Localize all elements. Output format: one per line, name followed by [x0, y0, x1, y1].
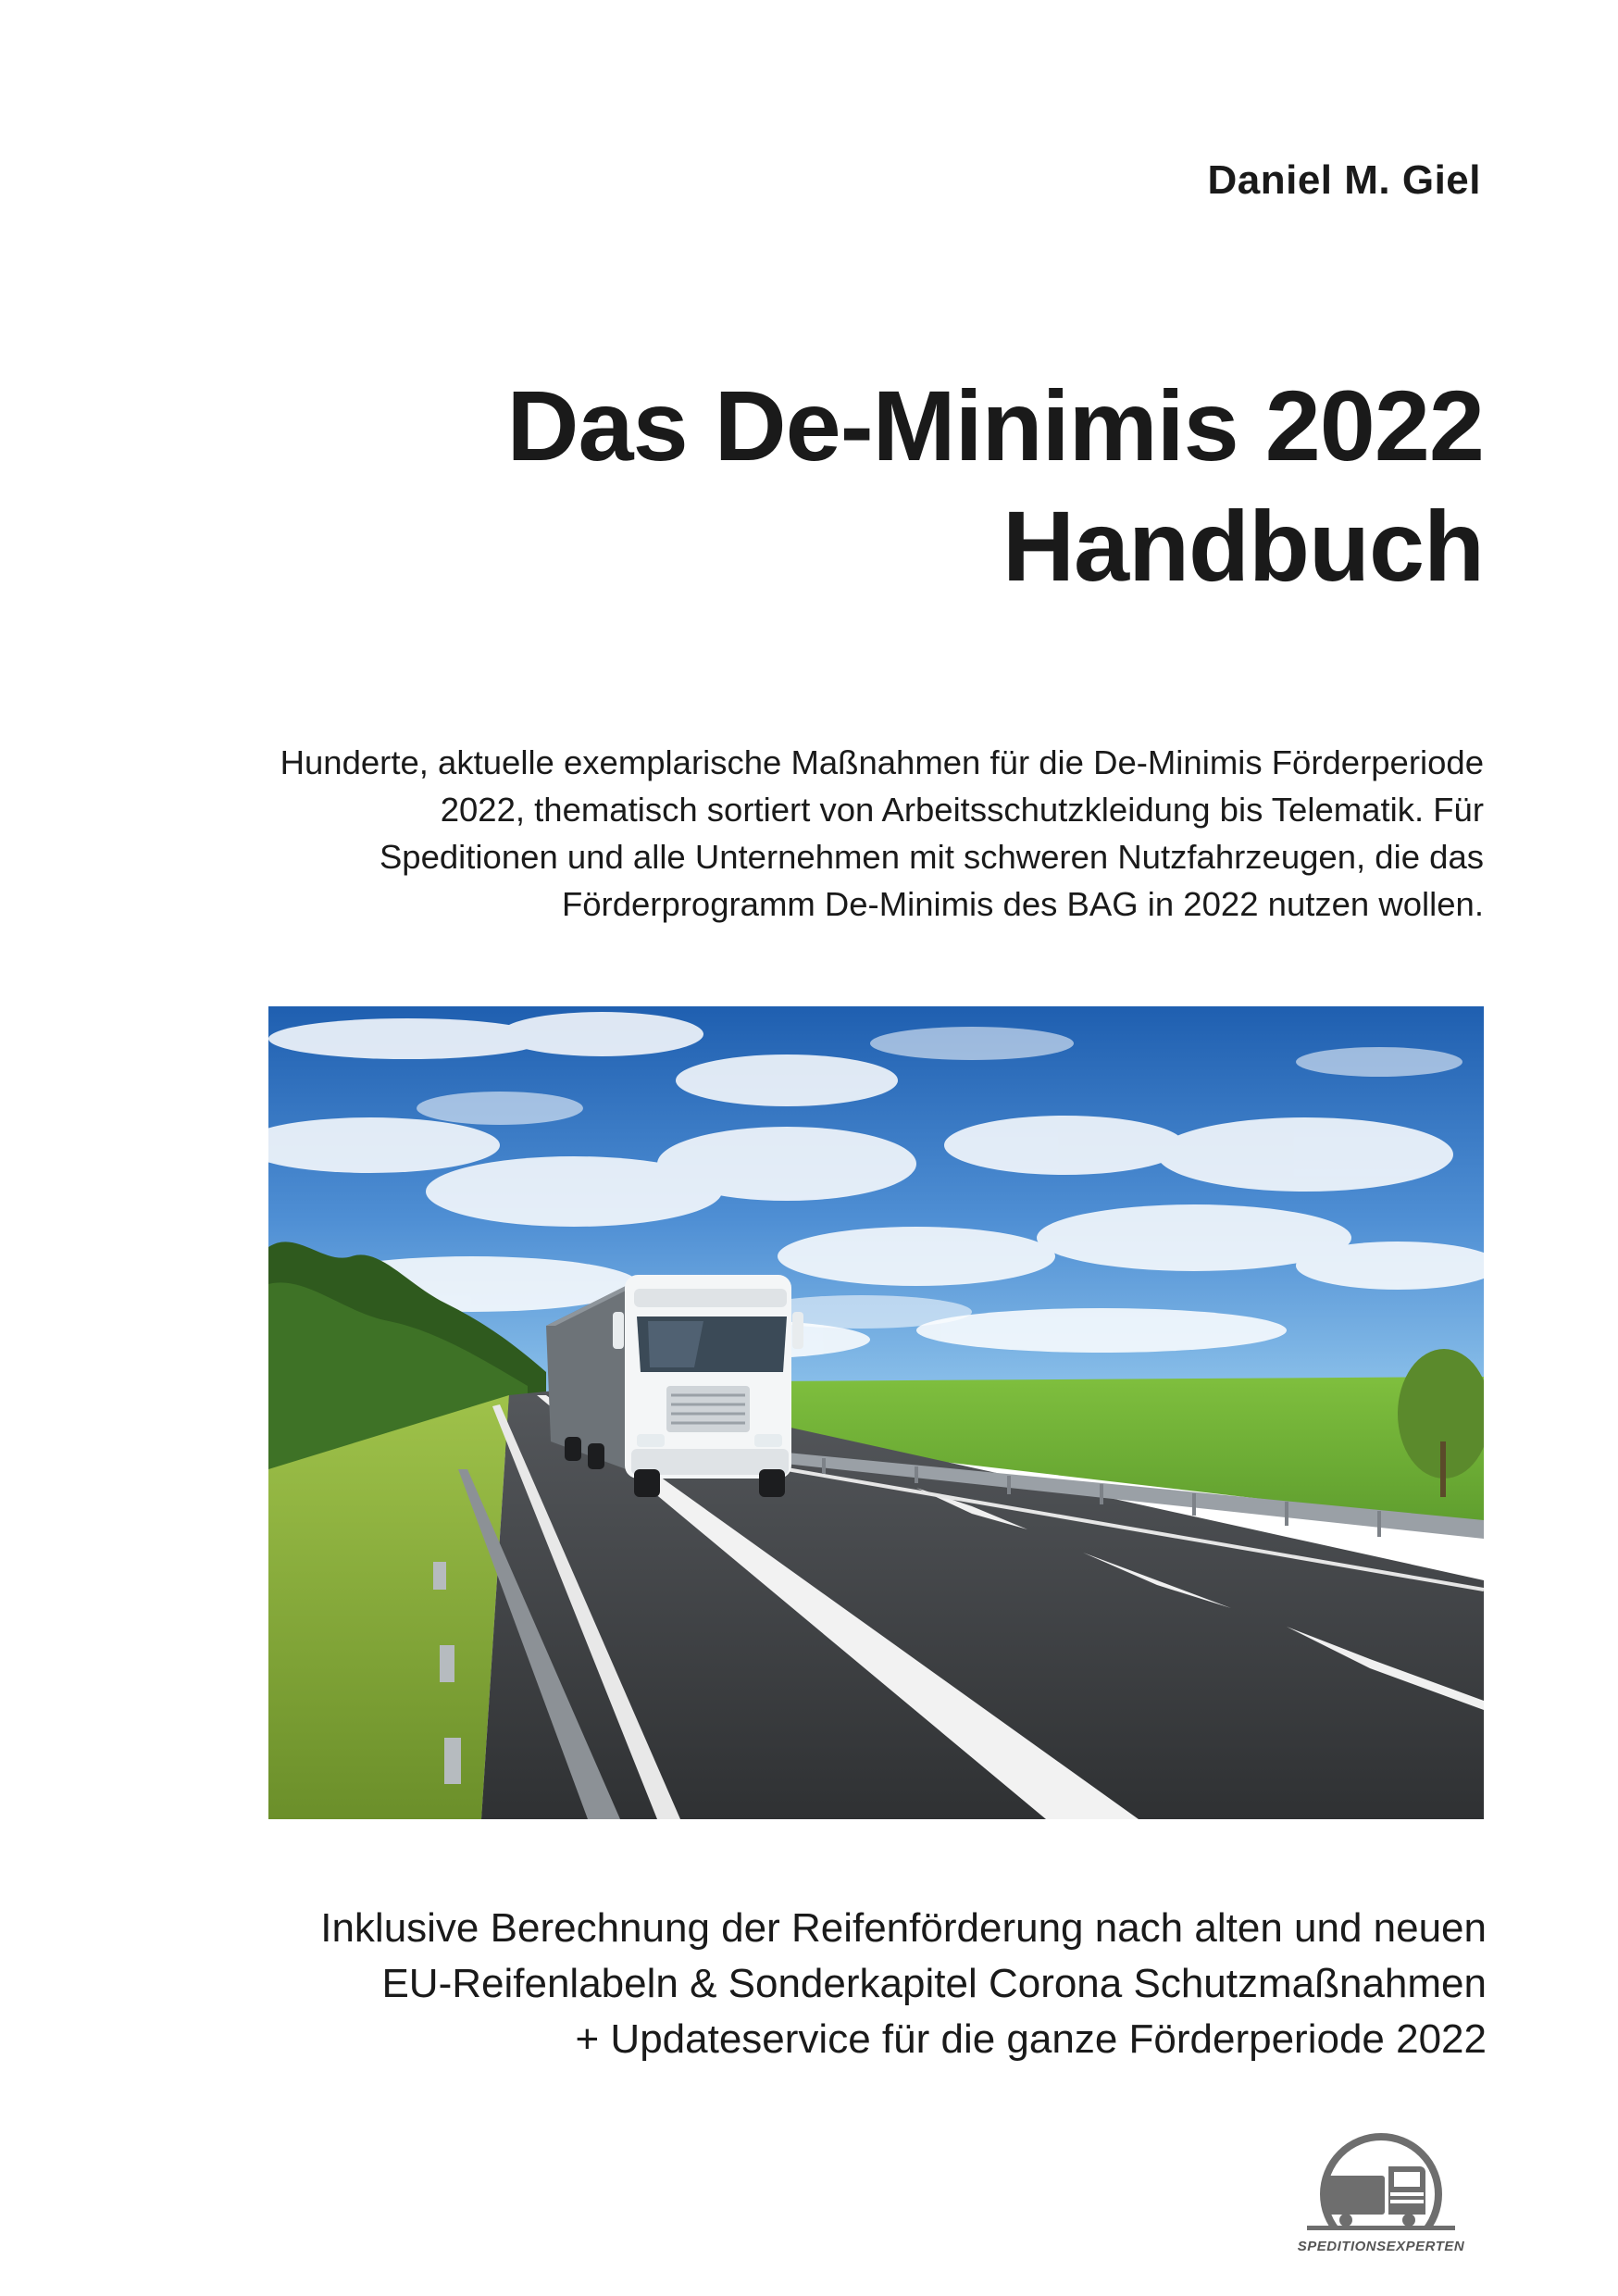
publisher-name: SPEDITIONSEXPERTEN — [1297, 2239, 1465, 2254]
truck-in-circle-icon — [1270, 2129, 1492, 2240]
subtitle-text — [40, 739, 1484, 928]
subtitle-line: 2022, thematisch sortiert von Arbeitsschutzkleidung bis Telematik. Für — [440, 791, 1484, 829]
subtitle-line: Speditionen und alle Unternehmen mit schweren Nutzfahrzeugen, die das — [379, 838, 1484, 876]
book-title — [188, 366, 1484, 606]
blurb-line: + Updateservice für die ganze Förderperiode 2022 — [575, 2016, 1487, 2062]
author-name: Daniel M. Giel — [1207, 157, 1481, 203]
subtitle-line: Hunderte, aktuelle exemplarische Maßnahmen für die De-Minimis Förderperiode — [280, 743, 1484, 781]
blurb-text — [43, 1901, 1487, 2067]
title-line-2: Handbuch — [1002, 490, 1484, 602]
truck-on-highway-photo — [268, 1006, 1484, 1819]
blurb-line: Inklusive Berechnung der Reifenförderung nach alten und neuen — [320, 1905, 1487, 1951]
title-line-1: Das De-Minimis 2022 — [506, 369, 1484, 481]
publisher-logo — [1270, 2129, 1492, 2259]
subtitle-line: Förderprogramm De-Minimis des BAG in 2022 nutzen wollen. — [561, 885, 1484, 923]
blurb-line: EU-Reifenlabeln & Sonderkapitel Corona Schutzmaßnahmen — [381, 1961, 1487, 2006]
